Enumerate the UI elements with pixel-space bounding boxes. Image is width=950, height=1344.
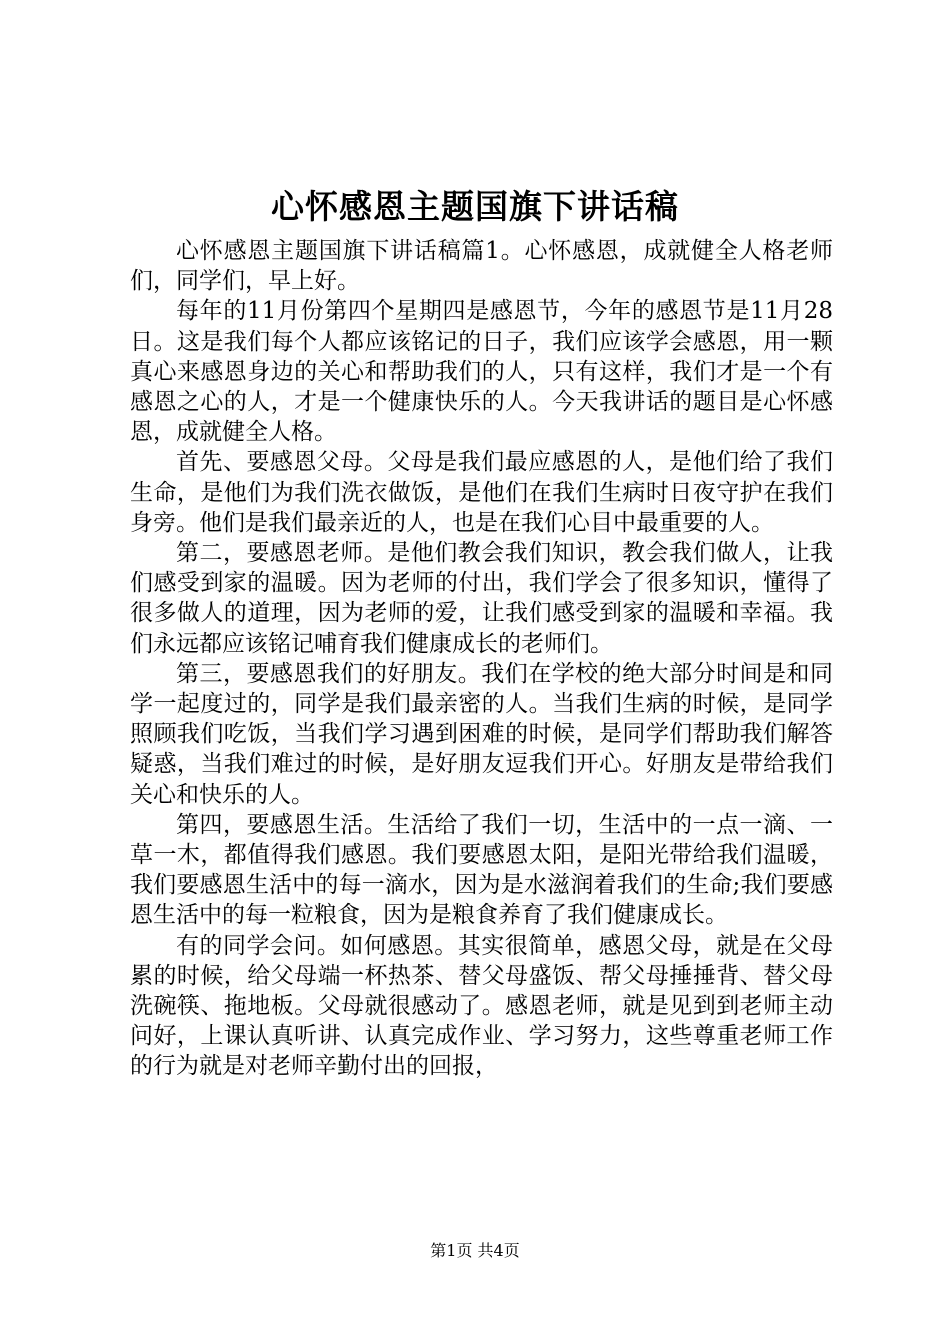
paragraph: 第二，要感恩老师。是他们教会我们知识，教会我们做人，让我们感受到家的温暖。因为老师的付出，我们学会了很多知识，懂得了很多做人的道理，因为老师的爱，让我们感受到家的温暖和幸福。我们永远都应该铭记哺育我们健康成长的老师们。 — [130, 540, 833, 657]
page-number-footer: 第1页 共4页 — [430, 1241, 520, 1260]
paragraph: 首先、要感恩父母。父母是我们最应感恩的人，是他们给了我们生命，是他们为我们洗衣做饭，是他们在我们生病时日夜守护在我们身旁。他们是我们最亲近的人，也是在我们心目中最重要的人。 — [130, 449, 833, 536]
paragraph: 每年的11月份第四个星期四是感恩节，今年的感恩节是11月28日。这是我们每个人都应该铭记的日子，我们应该学会感恩，用一颗真心来感恩身边的关心和帮助我们的人，只有这样，我们才是一个有感恩之心的人，才是一个健康快乐的人。今天我讲话的题目是心怀感恩，成就健全人格。 — [130, 298, 833, 446]
paragraph: 第四，要感恩生活。生活给了我们一切，生活中的一点一滴、一草一木，都值得我们感恩。我们要感恩太阳，是阳光带给我们温暖，我们要感恩生活中的每一滴水，因为是水滋润着我们的生命;我们要感恩生活中的每一粒粮食，因为是粮食养育了我们健康成长。 — [130, 811, 833, 929]
paragraph: 第三，要感恩我们的好朋友。我们在学校的绝大部分时间是和同学一起度过的，同学是我们最亲密的人。当我们生病的时候，是同学照顾我们吃饭，当我们学习遇到困难的时候，是同学们帮助我们解答疑惑，当我们难过的时候，是好朋友逗我们开心。好朋友是带给我们关心和快乐的人。 — [130, 660, 833, 808]
paragraph: 心怀感恩主题国旗下讲话稿篇1。心怀感恩，成就健全人格老师们，同学们，早上好。 — [130, 238, 833, 295]
document-title: 心怀感恩主题国旗下讲话稿 — [271, 187, 679, 226]
paragraph: 有的同学会问。如何感恩。其实很简单，感恩父母，就是在父母累的时候，给父母端一杯热茶、替父母盛饭、帮父母捶捶背、替父母洗碗筷、拖地板。父母就很感动了。感恩老师，就是见到到老师主动问好，上课认真听讲、认真完成作业、学习努力，这些尊重老师工作的行为就是对老师辛勤付出的回报， — [130, 932, 833, 1080]
document-body — [130, 236, 833, 1082]
